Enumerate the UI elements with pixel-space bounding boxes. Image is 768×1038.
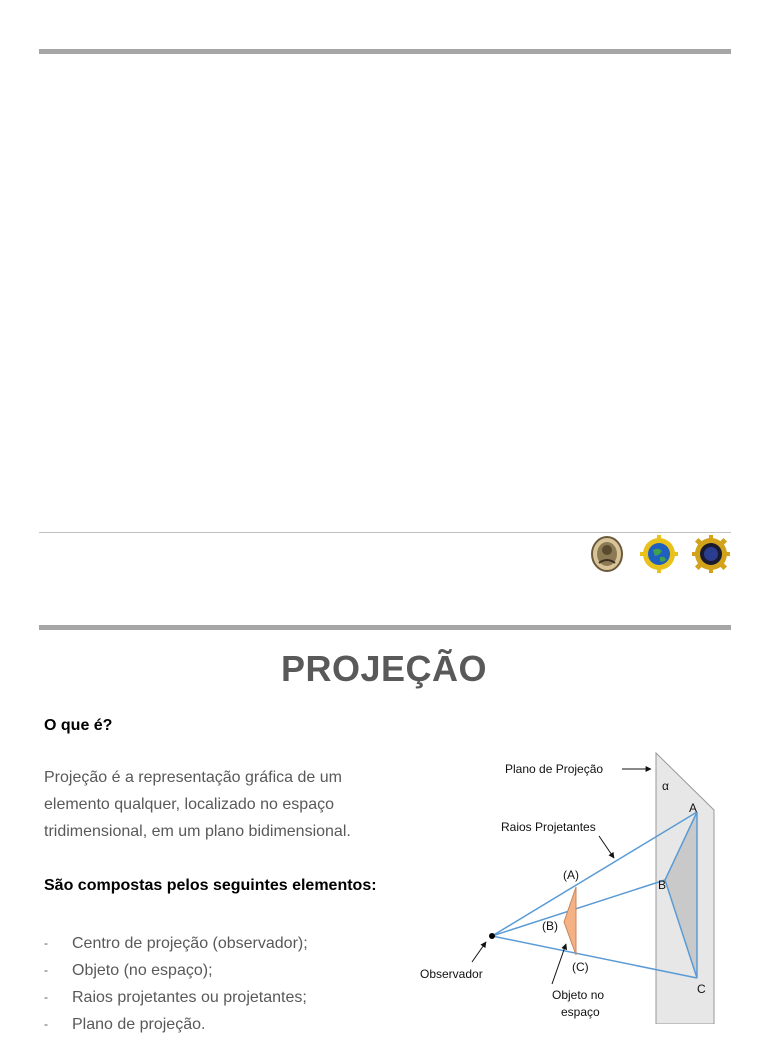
object-label-line1: Objeto no xyxy=(552,988,605,1002)
paragraph-line: Projeção é a representação gráfica de um xyxy=(44,769,342,786)
rays-label: Raios Projetantes xyxy=(501,820,596,834)
bullet-marker: - xyxy=(44,1017,48,1031)
plane-label: Plano de Projeção xyxy=(505,762,604,776)
list-item-label: Centro de projeção (observador); xyxy=(72,935,308,952)
point-c-label: C xyxy=(697,982,706,996)
slide1-top-rule xyxy=(39,49,731,54)
object-b-label: (B) xyxy=(542,919,558,933)
list-item xyxy=(44,957,308,984)
observer-label: Observador xyxy=(420,967,483,981)
point-b-label: B xyxy=(658,878,667,892)
observer-arrow xyxy=(472,942,486,962)
bullet-marker: - xyxy=(44,963,48,977)
ray-b xyxy=(492,880,665,936)
elements-list xyxy=(44,930,308,1038)
point-a-label: A xyxy=(689,801,698,815)
slide1-footer-rule xyxy=(39,532,731,533)
bullet-marker: - xyxy=(44,936,48,950)
object-label-line2: espaço xyxy=(561,1005,600,1019)
globe-gear-logo xyxy=(640,535,678,573)
observer-point xyxy=(489,933,495,939)
gear-logo xyxy=(692,535,730,573)
paragraph-line: tridimensional, em um plano bidimensional. xyxy=(44,823,351,840)
elements-subheading: São compostas pelos seguintes elementos: xyxy=(44,877,377,894)
definition-paragraph xyxy=(44,764,414,845)
object-a-label: (A) xyxy=(563,868,579,882)
bullet-marker: - xyxy=(44,990,48,1004)
list-item xyxy=(44,984,308,1011)
object-c-label: (C) xyxy=(572,960,589,974)
paragraph-line: elemento qualquer, localizado no espaço xyxy=(44,796,334,813)
emblem-logo xyxy=(588,535,626,573)
slide2-top-rule xyxy=(39,625,731,630)
list-item xyxy=(44,1011,308,1038)
alpha-label: α xyxy=(662,779,669,793)
question-heading: O que é? xyxy=(44,717,113,734)
list-item-label: Plano de projeção. xyxy=(72,1016,206,1033)
projection-diagram xyxy=(410,748,730,1024)
list-item xyxy=(44,930,308,957)
slide-title: PROJEÇÃO xyxy=(280,648,488,689)
list-item-label: Raios projetantes ou projetantes; xyxy=(72,989,307,1006)
rays-arrow xyxy=(599,836,614,858)
list-item-label: Objeto (no espaço); xyxy=(72,962,213,979)
